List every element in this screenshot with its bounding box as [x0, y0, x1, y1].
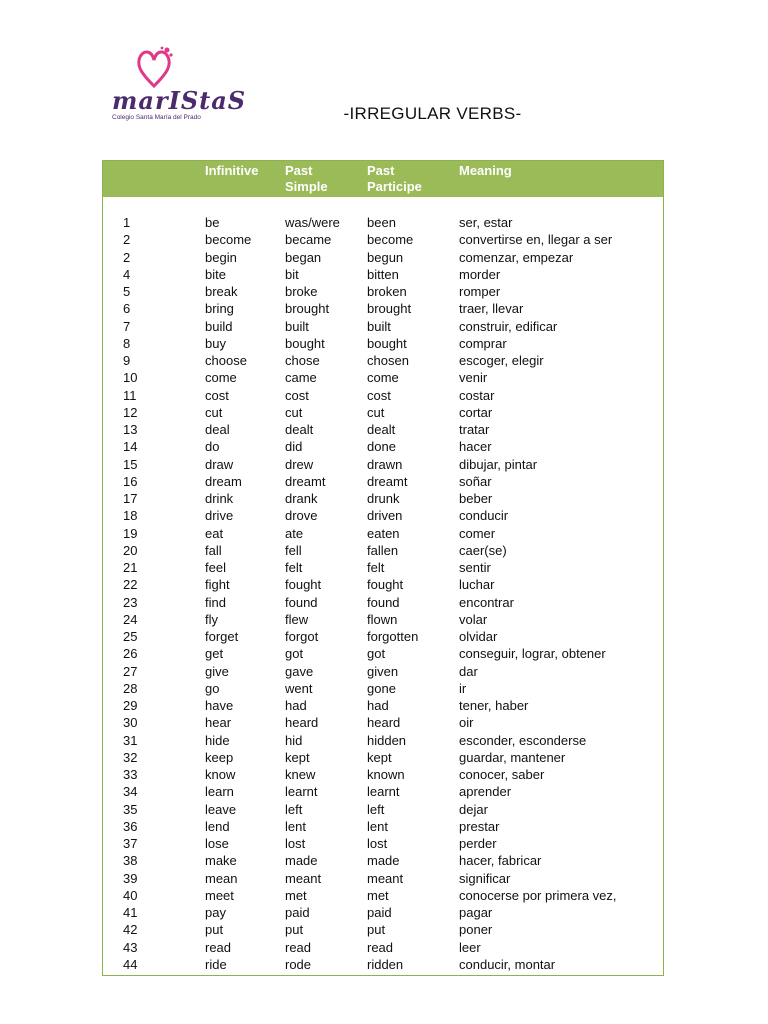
table-row [103, 749, 663, 766]
cell-past-simple: lent [285, 818, 306, 834]
table-row [103, 783, 663, 800]
cell-meaning: caer(se) [459, 542, 507, 558]
table-row [103, 421, 663, 438]
row-number: 2 [123, 249, 131, 265]
cell-infinitive: hear [205, 715, 232, 731]
cell-meaning: perder [459, 836, 497, 851]
cell-past-simple: forgot [285, 629, 319, 644]
header-past-participle-line2: Participe [367, 179, 422, 194]
cell-infinitive: choose [205, 353, 247, 368]
cell-meaning: ir [459, 680, 467, 696]
cell-past-simple: got [285, 646, 304, 662]
table-row [103, 594, 663, 611]
cell-infinitive: fall [205, 542, 222, 558]
cell-past-participle: done [367, 439, 396, 455]
row-number: 42 [123, 922, 138, 938]
cell-past-participle: paid [367, 905, 392, 920]
cell-past-simple: hid [285, 732, 303, 748]
cell-past-simple: came [285, 370, 317, 386]
cell-meaning: conducir [459, 508, 509, 524]
row-number: 29 [123, 698, 138, 713]
cell-past-simple: heard [285, 715, 319, 731]
table-row [103, 818, 663, 835]
row-number: 28 [123, 680, 138, 696]
row-number: 17 [123, 491, 138, 506]
cell-past-participle: drawn [367, 456, 403, 472]
cell-infinitive: read [205, 939, 232, 955]
cell-past-participle: bought [367, 335, 407, 351]
cell-meaning: venir [459, 370, 488, 386]
row-number: 39 [123, 870, 138, 886]
cell-past-participle: dreamt [367, 473, 408, 489]
row-number: 23 [123, 594, 138, 610]
cell-past-simple: rode [285, 956, 312, 972]
table-row [103, 352, 663, 369]
row-number: 19 [123, 525, 138, 541]
cell-meaning: hacer [459, 439, 492, 455]
cell-meaning: dar [459, 663, 478, 679]
table-row [103, 387, 663, 404]
cell-past-participle: driven [367, 508, 403, 524]
header-past-participle-line1: Past [367, 163, 395, 178]
cell-infinitive: cost [205, 387, 229, 403]
cell-infinitive: dream [205, 473, 242, 489]
cell-past-participle: kept [367, 749, 392, 765]
row-number: 12 [123, 404, 138, 420]
cell-infinitive: pay [205, 905, 226, 920]
table-row [103, 852, 663, 869]
table-row [103, 921, 663, 938]
cell-infinitive: have [205, 698, 234, 713]
cell-infinitive: draw [205, 456, 234, 472]
cell-infinitive: learn [205, 784, 234, 800]
table-row [103, 732, 663, 749]
cell-past-simple: was/were [285, 215, 340, 230]
cell-past-participle: cut [367, 404, 385, 420]
cell-past-simple: felt [285, 560, 303, 575]
table-row [103, 473, 663, 490]
cell-infinitive: leave [205, 801, 237, 817]
table-row [103, 939, 663, 956]
cell-past-participle: been [367, 215, 396, 230]
cell-past-participle: flown [367, 611, 398, 627]
table-row [103, 576, 663, 593]
row-number: 16 [123, 473, 138, 489]
cell-meaning: cortar [459, 404, 493, 420]
table-row [103, 680, 663, 697]
cell-meaning: tratar [459, 422, 490, 437]
cell-past-participle: become [367, 232, 414, 248]
cell-past-participle: chosen [367, 353, 409, 368]
cell-past-simple: dealt [285, 422, 314, 437]
cell-infinitive: come [205, 370, 237, 386]
cell-meaning: beber [459, 491, 493, 506]
cell-meaning: conocer, saber [459, 767, 545, 782]
table-row [103, 611, 663, 628]
cell-past-participle: come [367, 370, 399, 386]
cell-past-simple: left [285, 801, 303, 817]
cell-past-simple: drank [285, 491, 318, 506]
cell-infinitive: eat [205, 525, 224, 541]
cell-past-simple: dreamt [285, 473, 326, 489]
cell-meaning: comprar [459, 335, 507, 351]
cell-past-participle: meant [367, 870, 404, 886]
cell-meaning: ser, estar [459, 215, 513, 230]
cell-past-simple: chose [285, 353, 320, 368]
cell-infinitive: keep [205, 749, 234, 765]
cell-meaning: conocerse por primera vez, [459, 887, 617, 903]
cell-meaning: dibujar, pintar [459, 456, 538, 472]
cell-meaning: prestar [459, 818, 500, 834]
table-row [103, 231, 663, 248]
cell-past-participle: begun [367, 249, 404, 265]
cell-infinitive: fly [205, 611, 218, 627]
row-number: 14 [123, 439, 138, 455]
table-row [103, 249, 663, 266]
cell-meaning: pagar [459, 905, 493, 920]
cell-past-participle: dealt [367, 422, 396, 437]
cell-past-simple: had [285, 698, 307, 713]
cell-past-participle: felt [367, 560, 385, 575]
cell-past-simple: bit [285, 266, 299, 282]
row-number: 36 [123, 818, 138, 834]
cell-past-simple: bought [285, 335, 325, 351]
cell-past-simple: began [285, 249, 322, 265]
cell-past-participle: left [367, 801, 385, 817]
table-row [103, 404, 663, 421]
cell-meaning: encontrar [459, 594, 514, 610]
cell-meaning: construir, edificar [459, 318, 558, 334]
cell-infinitive: forget [205, 629, 239, 644]
row-number: 27 [123, 663, 138, 679]
table-row [103, 870, 663, 887]
row-number: 15 [123, 456, 138, 472]
cell-meaning: guardar, mantener [459, 749, 566, 765]
row-number: 24 [123, 611, 138, 627]
cell-infinitive: ride [205, 956, 227, 972]
row-number: 26 [123, 646, 138, 662]
cell-past-participle: lost [367, 836, 388, 851]
cell-past-simple: drove [285, 508, 318, 524]
table-row [103, 525, 663, 542]
cell-infinitive: break [205, 284, 238, 299]
row-number: 32 [123, 749, 138, 765]
cell-past-participle: put [367, 922, 386, 938]
cell-infinitive: go [205, 680, 220, 696]
row-number: 41 [123, 905, 138, 920]
cell-infinitive: find [205, 594, 226, 610]
cell-infinitive: give [205, 663, 229, 679]
school-logo [112, 46, 247, 126]
cell-past-participle: drunk [367, 491, 400, 506]
cell-past-participle: built [367, 318, 391, 334]
cell-past-participle: eaten [367, 525, 400, 541]
cell-past-participle: met [367, 887, 389, 903]
table-row [103, 714, 663, 731]
header-past-simple [285, 163, 328, 195]
header-past-participle [367, 163, 422, 195]
cell-past-participle: ridden [367, 956, 404, 972]
row-number: 10 [123, 370, 138, 386]
row-number: 38 [123, 853, 138, 869]
cell-meaning: costar [459, 387, 495, 403]
cell-meaning: luchar [459, 577, 495, 593]
cell-meaning: convertirse en, llegar a ser [459, 232, 613, 248]
cell-past-simple: cost [285, 387, 309, 403]
header-infinitive: Infinitive [205, 163, 259, 178]
cell-meaning: comer [459, 525, 496, 541]
table-row [103, 801, 663, 818]
cell-past-simple: kept [285, 749, 310, 765]
page-title: -IRREGULAR VERBS- [343, 104, 522, 123]
cell-infinitive: mean [205, 870, 238, 886]
table-row [103, 956, 663, 973]
row-number: 7 [123, 318, 131, 334]
cell-infinitive: get [205, 646, 224, 662]
table-row [103, 283, 663, 300]
cell-infinitive: hide [205, 732, 230, 748]
cell-past-simple: flew [285, 611, 309, 627]
row-number: 4 [123, 266, 131, 282]
table-row [103, 542, 663, 559]
cell-infinitive: begin [205, 249, 237, 265]
cell-meaning: olvidar [459, 629, 498, 644]
table-row [103, 438, 663, 455]
cell-infinitive: do [205, 439, 220, 455]
row-number: 34 [123, 784, 138, 800]
cell-past-participle: found [367, 594, 400, 610]
cell-past-participle: had [367, 698, 389, 713]
cell-past-participle: known [367, 767, 405, 782]
cell-meaning: traer, llevar [459, 301, 524, 317]
cell-past-simple: meant [285, 870, 322, 886]
row-number: 18 [123, 508, 138, 524]
cell-meaning: dejar [459, 801, 488, 817]
row-number: 20 [123, 542, 138, 558]
logo-subtitle: Colegio Santa María del Prado [112, 114, 201, 121]
cell-past-simple: cut [285, 404, 303, 420]
cell-infinitive: lend [205, 818, 230, 834]
row-number: 37 [123, 836, 138, 851]
cell-past-participle: got [367, 646, 386, 662]
cell-infinitive: bring [205, 301, 234, 317]
row-number: 31 [123, 732, 138, 748]
table-row [103, 318, 663, 335]
table-row [103, 214, 663, 231]
row-number: 43 [123, 939, 138, 955]
cell-past-simple: found [285, 594, 318, 610]
row-number: 25 [123, 629, 138, 644]
cell-infinitive: put [205, 922, 224, 938]
table-row [103, 835, 663, 852]
cell-past-participle: cost [367, 387, 391, 403]
cell-meaning: significar [459, 870, 511, 886]
cell-meaning: poner [459, 922, 493, 938]
header-meaning: Meaning [459, 163, 512, 178]
cell-past-simple: went [285, 680, 313, 696]
cell-past-participle: lent [367, 818, 388, 834]
table-row [103, 887, 663, 904]
cell-infinitive: drive [205, 508, 234, 524]
cell-past-simple: ate [285, 525, 304, 541]
row-number: 44 [123, 956, 138, 972]
heart-logo-icon [134, 46, 174, 88]
cell-past-simple: did [285, 439, 303, 455]
cell-past-simple: learnt [285, 784, 318, 800]
cell-meaning: conducir, montar [459, 956, 556, 972]
cell-past-simple: became [285, 232, 332, 248]
cell-meaning: tener, haber [459, 698, 529, 713]
cell-past-simple: met [285, 887, 307, 903]
cell-past-simple: gave [285, 663, 314, 679]
cell-past-participle: forgotten [367, 629, 419, 644]
header-past-simple-line1: Past [285, 163, 313, 178]
row-number: 30 [123, 715, 138, 731]
table-row [103, 335, 663, 352]
row-number: 5 [123, 284, 131, 299]
table-row [103, 697, 663, 714]
cell-past-participle: made [367, 853, 400, 869]
table-row [103, 369, 663, 386]
cell-infinitive: become [205, 232, 252, 248]
cell-infinitive: deal [205, 422, 230, 437]
cell-past-participle: gone [367, 680, 396, 696]
cell-past-participle: heard [367, 715, 401, 731]
cell-past-simple: built [285, 318, 309, 334]
cell-past-simple: read [285, 939, 312, 955]
cell-past-simple: lost [285, 836, 306, 851]
cell-past-participle: read [367, 939, 394, 955]
cell-past-simple: brought [285, 301, 330, 317]
table-row [103, 904, 663, 921]
cell-infinitive: bite [205, 266, 226, 282]
cell-infinitive: meet [205, 887, 234, 903]
cell-meaning: morder [459, 266, 501, 282]
cell-infinitive: be [205, 215, 220, 230]
cell-meaning: escoger, elegir [459, 353, 544, 368]
cell-infinitive: build [205, 318, 233, 334]
table-body [103, 214, 663, 973]
cell-past-participle: fought [367, 577, 404, 593]
cell-past-simple: fell [285, 542, 302, 558]
cell-past-simple: made [285, 853, 318, 869]
table-row [103, 645, 663, 662]
table-row [103, 766, 663, 783]
cell-meaning: comenzar, empezar [459, 249, 574, 265]
table-row [103, 559, 663, 576]
row-number: 35 [123, 801, 138, 817]
cell-infinitive: make [205, 853, 237, 869]
cell-past-participle: given [367, 663, 399, 679]
header-past-simple-line2: Simple [285, 179, 328, 194]
cell-infinitive: buy [205, 335, 226, 351]
table-row [103, 628, 663, 645]
row-number: 33 [123, 767, 138, 782]
cell-meaning: romper [459, 284, 501, 299]
cell-meaning: oir [459, 715, 474, 731]
cell-meaning: volar [459, 611, 488, 627]
row-number: 9 [123, 353, 131, 368]
cell-past-participle: broken [367, 284, 407, 299]
table-row [103, 663, 663, 680]
cell-infinitive: lose [205, 836, 229, 851]
table-row [103, 300, 663, 317]
cell-past-simple: paid [285, 905, 310, 920]
row-number: 11 [123, 387, 137, 403]
cell-meaning: esconder, esconderse [459, 732, 587, 748]
row-number: 13 [123, 422, 138, 437]
logo-brand-text: marIStaS [112, 86, 247, 115]
row-number: 8 [123, 335, 131, 351]
cell-meaning: soñar [459, 473, 492, 489]
cell-past-participle: learnt [367, 784, 400, 800]
table-row [103, 490, 663, 507]
cell-past-simple: put [285, 922, 304, 938]
row-number: 2 [123, 232, 131, 248]
row-number: 40 [123, 887, 138, 903]
verbs-table [102, 160, 664, 976]
cell-meaning: hacer, fabricar [459, 853, 542, 869]
cell-infinitive: know [205, 767, 236, 782]
table-header [103, 161, 663, 197]
cell-past-simple: fought [285, 577, 322, 593]
cell-meaning: sentir [459, 560, 491, 575]
cell-meaning: aprender [459, 784, 512, 800]
cell-past-participle: brought [367, 301, 412, 317]
row-number: 22 [123, 577, 138, 593]
row-number: 1 [123, 215, 131, 230]
cell-infinitive: drink [205, 491, 234, 506]
cell-past-simple: knew [285, 767, 316, 782]
row-number: 6 [123, 301, 131, 317]
cell-past-participle: hidden [367, 732, 407, 748]
cell-meaning: leer [459, 939, 481, 955]
cell-infinitive: fight [205, 577, 230, 593]
cell-past-participle: fallen [367, 542, 399, 558]
cell-meaning: conseguir, lograr, obtener [459, 646, 606, 662]
cell-past-simple: broke [285, 284, 318, 299]
row-number: 21 [123, 560, 138, 575]
cell-infinitive: feel [205, 560, 226, 575]
cell-past-simple: drew [285, 456, 314, 472]
table-row [103, 266, 663, 283]
cell-past-participle: bitten [367, 266, 399, 282]
table-row [103, 507, 663, 524]
table-row [103, 456, 663, 473]
cell-infinitive: cut [205, 404, 223, 420]
